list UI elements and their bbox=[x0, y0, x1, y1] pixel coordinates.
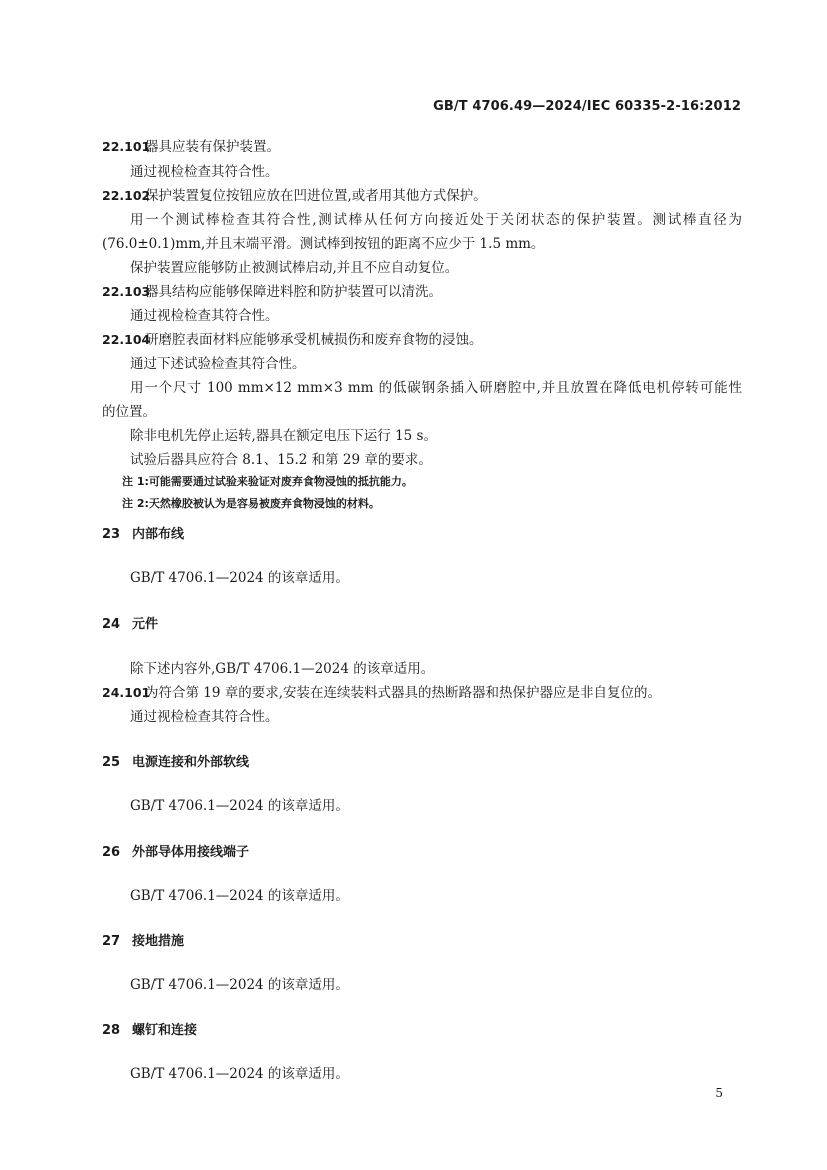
section-28-heading bbox=[102, 1021, 197, 1041]
clause-text: 保护装置复位按钮应放在凹进位置,或者用其他方式保护。 bbox=[145, 188, 487, 204]
section-title: 内部布线 bbox=[132, 527, 185, 542]
clause-22-101 bbox=[102, 137, 742, 157]
clause-number: 24.101 bbox=[102, 685, 151, 700]
compliance-check: 通过视检检查其符合性。 bbox=[130, 709, 279, 725]
section-title: 外部导体用接线端子 bbox=[132, 845, 250, 860]
section-number: 23 bbox=[102, 527, 121, 542]
compliance-check: 通过下述试验检查其符合性。 bbox=[130, 356, 306, 372]
clause-number: 22.104 bbox=[102, 332, 151, 347]
clause-text: 器具应装有保护装置。 bbox=[145, 139, 280, 155]
section-text: GB/T 4706.1—2024 的该章适用。 bbox=[130, 1066, 349, 1082]
section-text: GB/T 4706.1—2024 的该章适用。 bbox=[130, 888, 349, 904]
paragraph: 除非电机先停止运转,器具在额定电压下运行 15 s。 bbox=[130, 428, 437, 444]
standard-header: GB/T 4706.49—2024/IEC 60335-2-16:2012 bbox=[433, 99, 741, 114]
clause-text: 研磨腔表面材料应能够承受机械损伤和废弃食物的浸蚀。 bbox=[145, 332, 483, 348]
note-1: 注 1:可能需要通过试验来验证对废弃食物浸蚀的抵抗能力。 bbox=[122, 475, 413, 488]
clause-number: 22.102 bbox=[102, 188, 151, 203]
section-title: 接地措施 bbox=[132, 934, 185, 949]
section-text: GB/T 4706.1—2024 的该章适用。 bbox=[130, 570, 349, 586]
clause-number: 22.101 bbox=[102, 139, 151, 154]
section-title: 电源连接和外部软线 bbox=[132, 755, 250, 770]
note-2: 注 2:天然橡胶被认为是容易被废弃食物浸蚀的材料。 bbox=[122, 497, 380, 510]
section-title: 元件 bbox=[132, 617, 159, 632]
section-text: GB/T 4706.1—2024 的该章适用。 bbox=[130, 977, 349, 993]
paragraph: 用一个测试棒检查其符合性,测试棒从任何方向接近处于关闭状态的保护装置。测试棒直径为 bbox=[130, 212, 742, 228]
section-27-heading bbox=[102, 932, 184, 952]
section-24-heading bbox=[102, 615, 158, 635]
section-text: 除下述内容外,GB/T 4706.1—2024 的该章适用。 bbox=[130, 661, 435, 677]
section-text: GB/T 4706.1—2024 的该章适用。 bbox=[130, 798, 349, 814]
paragraph: 用一个尺寸 100 mm×12 mm×3 mm 的低碳钢条插入研磨腔中,并且放置在降低电机停转可能性 bbox=[130, 380, 742, 396]
clause-22-102 bbox=[102, 186, 742, 206]
clause-number: 22.103 bbox=[102, 284, 151, 299]
clause-text: 为符合第 19 章的要求,安装在连续装料式器具的热断路器和热保护器应是非自复位的。 bbox=[145, 685, 662, 701]
section-number: 26 bbox=[102, 845, 121, 860]
page-number: 5 bbox=[715, 1086, 723, 1100]
paragraph: 试验后器具应符合 8.1、15.2 和第 29 章的要求。 bbox=[130, 452, 432, 468]
compliance-check: 通过视检检查其符合性。 bbox=[130, 308, 279, 324]
clause-22-104 bbox=[102, 330, 742, 350]
section-number: 27 bbox=[102, 934, 121, 949]
clause-text: 器具结构应能够保障进料腔和防护装置可以清洗。 bbox=[145, 284, 442, 300]
section-number: 28 bbox=[102, 1023, 121, 1038]
paragraph: 的位置。 bbox=[102, 404, 156, 420]
clause-22-103 bbox=[102, 282, 742, 302]
section-number: 24 bbox=[102, 617, 121, 632]
compliance-check: 通过视检检查其符合性。 bbox=[130, 164, 279, 180]
section-title: 螺钉和连接 bbox=[132, 1023, 198, 1038]
clause-24-101 bbox=[102, 683, 742, 703]
section-number: 25 bbox=[102, 755, 121, 770]
paragraph: (76.0±0.1)mm,并且末端平滑。测试棒到按钮的距离不应少于 1.5 mm。 bbox=[102, 236, 545, 252]
section-26-heading bbox=[102, 843, 249, 863]
section-23-heading bbox=[102, 525, 184, 545]
paragraph: 保护装置应能够防止被测试棒启动,并且不应自动复位。 bbox=[130, 260, 459, 276]
section-25-heading bbox=[102, 753, 249, 773]
